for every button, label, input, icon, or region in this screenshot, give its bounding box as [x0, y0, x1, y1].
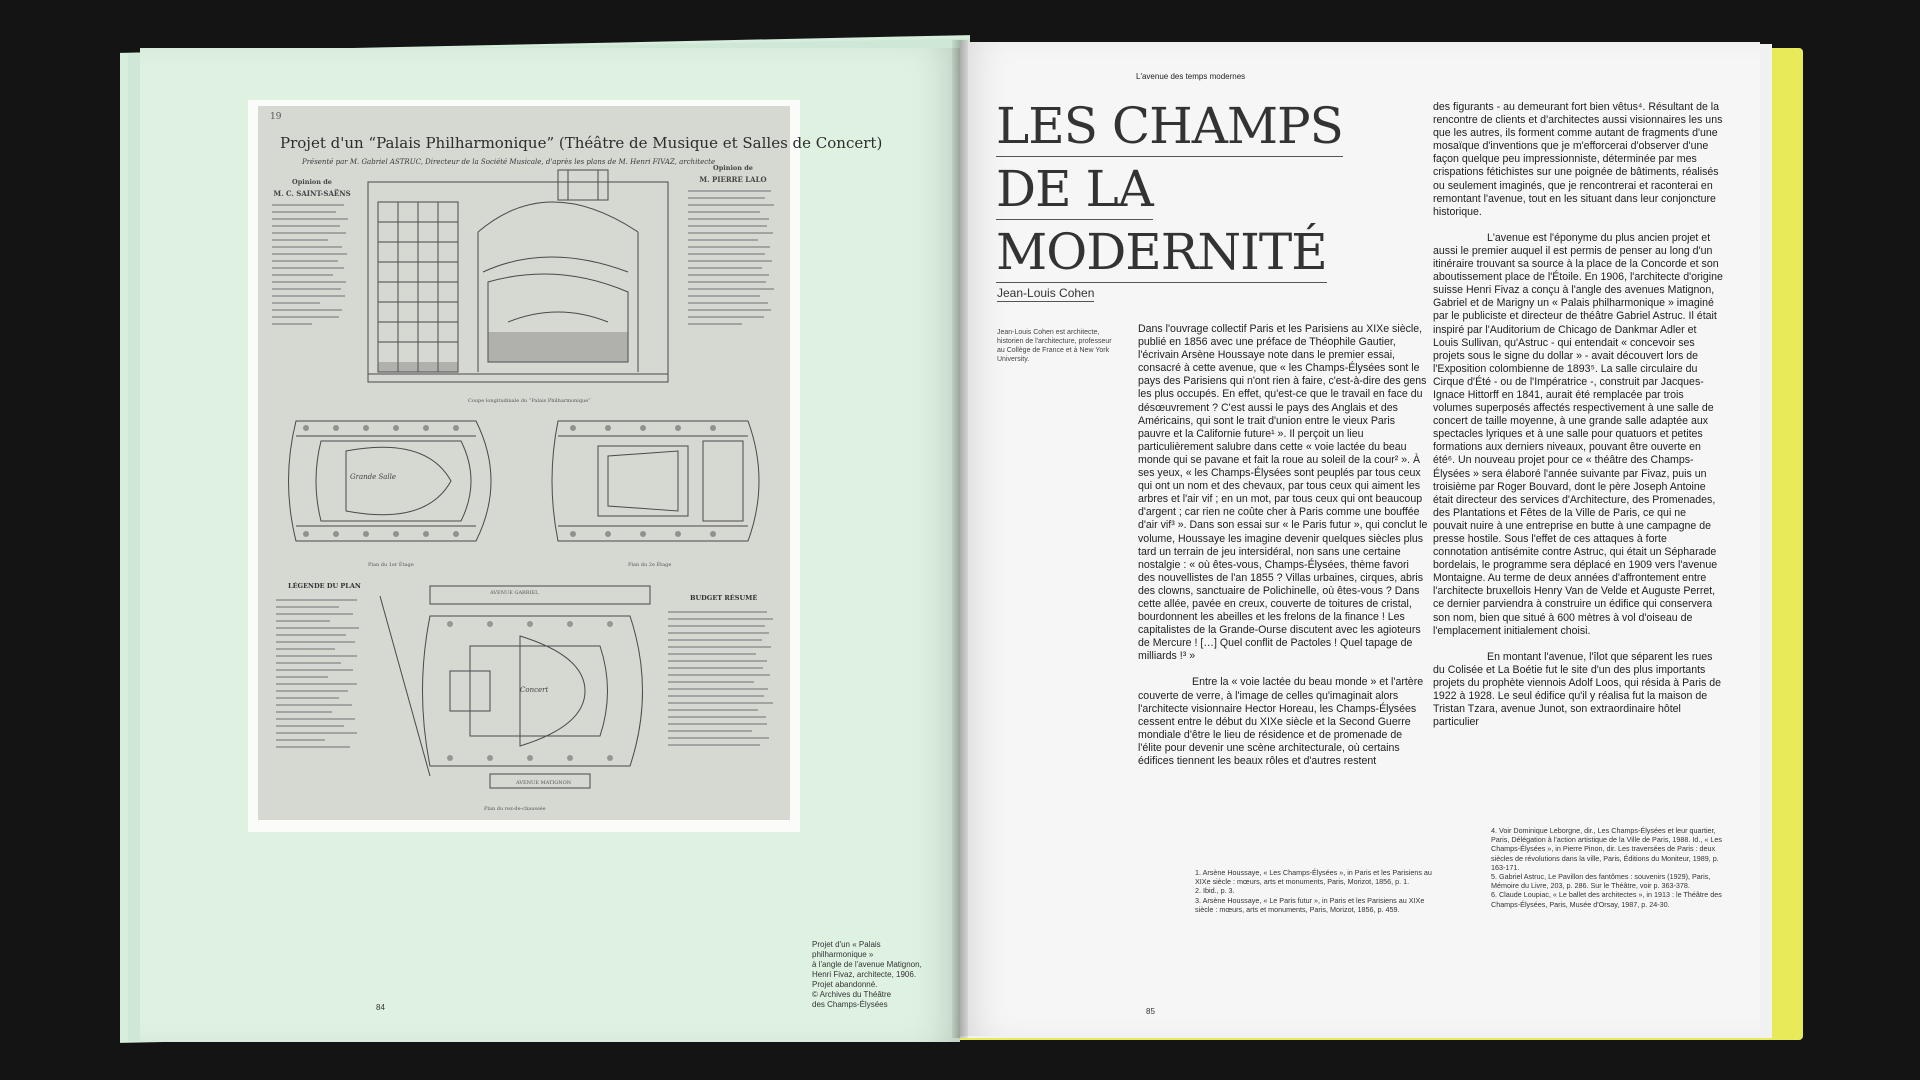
footnote: 5. Gabriel Astruc, Le Pavillon des fantômes : souvenirs (1929), Paris, Mémoire du Livre, 203, p. 286. Sur le Théâtre, voir p. 363-378. — [1491, 872, 1711, 891]
budget-text — [668, 606, 778, 751]
paragraph: Entre la « voie lactée du beau monde » et l'artère couverte de verre, à l'image de celles qu'imaginait alors l'architecte visionnaire Hector Horeau, les Champs-Élysées cessent entre le début du XIXe siècle et la Second Guerre mondiale d'être le lieu de résidence et de promenade de l'élite pour devenir une scène architecturale, où certains édifices tiennent les beaux rôles et d'autres restent — [1138, 676, 1424, 767]
legend-title: LÉGENDE DU PLAN — [288, 582, 361, 590]
title-line: MODERNITÉ — [996, 223, 1327, 281]
title-line: LES CHAMPS — [996, 97, 1343, 155]
caption-line: à l'angle de l'avenue Matignon, — [812, 960, 922, 969]
caption-line: Henri Fivaz, architecte, 1906. — [812, 970, 917, 979]
footnotes-right — [1491, 826, 1731, 909]
room-label-grande-salle: Grande Salle — [350, 473, 397, 481]
opinion-right-name: M. PIERRE LALO — [699, 175, 767, 184]
paragraph: L'avenue est l'éponyme du plus ancien projet et aussi le premier auquel il est permis de penser au long d'un itinéraire trouvant sa source à la place de la Concorde et son aboutissement place de l'Étoile. En 1906, l'architecte d'origine suisse Henri Fivaz a conçu à l'angle des avenues Matignon, Gabriel et de Marigny un « Palais philharmonique » imaginé par le publiciste et directeur de théâtre Gabriel Astruc. Il était inspiré par l'Auditorium de Chicago de Dankmar Adler et Louis Sullivan, qu'Astruc - qui entendait « concevoir ses projets sous le signe du dollar » - avait découvert lors de l'Exposition colombienne de 1893⁵. La salle circulaire du Cirque d'Été - ou de l'Impératrice -, construit par Jacques-Ignace Hittorff en 1841, aurait été remplacée par trois volumes superposés affectés respectivement à une salle de concert de taille moyenne, à une grande salle adaptée aux spectacles lyriques et à une salle pour quatuors et petites formations aux derniers niveaux, pouvant être ouverte en été⁶. Un nouveau projet pour ce « théâtre des Champs-Élysées » sera élaboré l'année suivante par Fivaz, puis un troisième par Roger Bouvard, dont le père Joseph Antoine était directeur des services d'Architecture, des Promenades, des Plantations et Fêtes de la Ville de Paris, ce qui ne pouvait nuire à une entreprise en butte à une campagne de presse hostile. Sous l'effet de ces attaques à forte connotation antisémite contre Astruc, qui était un Sépharade bordelais, le programme sera déplacé en 1909 vers l'avenue Montaigne. Au terme de deux années d'affrontement entre l'architecte bruxellois Henry Van de Velde et Auguste Perret, ce dernier parviendra à construire un édifice qui conservera son nom, bien que situé à 600 mètres à vol d'oiseau de l'emplacement initialement choisi. — [1433, 231, 1723, 637]
opinion-left-heading: Opinion de — [292, 178, 332, 186]
paragraph: des figurants - au demeurant fort bien vêtus⁴. Résultant de la rencontre de clients et d'architectes aussi visionnaires les uns que les autres, ils forment comme autant de fragments d'une mosaïque d'inventions que je m'efforcerai d'observer d'une façon quelque peu impressionniste, déterminée par mes crispations fétichistes sur une poignée de bâtiments, réalisés ou seulement imaginés, que je rencontrerai et raconterai en remontant l'avenue, tout en les situant dans leur conjoncture historique. — [1433, 101, 1723, 218]
footnotes-left — [1195, 868, 1435, 914]
body-column-1 — [1138, 323, 1428, 768]
plate-title: Projet d'un “Palais Philharmonique” (Théâtre de Musique et Salles de Concert) — [280, 134, 883, 152]
footnote: 3. Arsène Houssaye, « Le Paris futur », in Paris et les Parisiens au XIXe siècle : mœurs, arts et monuments, Paris, Morizot, 1856, p. 459. — [1195, 895, 1425, 914]
page-number-right: 85 — [1146, 1007, 1155, 1016]
running-head: L'avenue des temps modernes — [1136, 72, 1246, 81]
caption-line: des Champs-Élysées — [812, 1000, 888, 1009]
blueprint-scan — [258, 106, 883, 820]
room-label-concert: Concert — [520, 686, 549, 694]
opinion-left-text — [272, 204, 352, 325]
author-name: Jean-Louis Cohen — [997, 286, 1095, 300]
plate-opinion-left — [272, 178, 352, 330]
legend-text — [276, 594, 366, 753]
figure-caption — [812, 940, 932, 1010]
body-column-2 — [1433, 101, 1723, 729]
paragraph: En montant l'avenue, l'îlot que séparent les rues du Colisée et La Boétie fut le site d'un des plus importants projets du prophète viennois Adolf Loos, qui résida à Paris de 1922 à 1928. Le seul édifice qu'il y réalisa fut la maison de Tristan Tzara, avenue Junot, son extraordinaire hôtel particulier — [1433, 650, 1721, 729]
plan1-caption: Plan du 1er Étage — [368, 562, 414, 568]
blueprint-plate — [248, 100, 883, 832]
plan2-caption: Plan du 2e Étage — [628, 562, 672, 568]
book-gutter — [952, 40, 968, 1038]
ground-plan-caption: Plan du rez-de-chaussée — [484, 806, 546, 812]
caption-line: © Archives du Théâtre — [812, 990, 892, 999]
footnote: 4. Voir Dominique Leborgne, dir., Les Champs-Élysées et leur quartier, Paris, Délégation à l'action artistique de la Ville de Paris, 1988. Id., « Les Champs-Élysées », in Pierre Pinon, dir. Les traversées de Paris : deux siècles de révolutions dans la ville, Paris, Éditions du Moniteur, 1989, p. 163-171. — [1491, 826, 1722, 872]
longitudinal-section-drawing — [358, 162, 684, 392]
article-title — [996, 98, 1343, 287]
second-floor-plan — [538, 406, 778, 556]
caption-line: Projet d'un « Palais philharmonique » — [812, 940, 881, 959]
plate-opinion-right — [688, 164, 778, 330]
footnote: 6. Claude Loupiac, « Le ballet des architectes », in 1913 : le Théâtre des Champs-Élysées, Paris, Musée d'Orsay, 1987, p. 24-30. — [1491, 890, 1722, 909]
budget-title: BUDGET RÉSUMÉ — [690, 594, 758, 602]
page-number-left: 84 — [376, 1003, 385, 1012]
paragraph: Dans l'ouvrage collectif Paris et les Parisiens au XIXe siècle, publié en 1856 avec une préface de Théophile Gautier, l'écrivain Arsène Houssaye note dans le premier essai, consacré à cette avenue, que « les Champs-Élysées sont le pays des Parisiens qui n'ont rien à faire, c'est-à-dire des gens les plus occupés. En effet, qu'est-ce que le travail en face du désœuvrement ? C'est aussi le pays des Anglais et des Américains, qui sont le trait d'union entre le vieux Paris pauvre et la Californie future¹ ». Il perçoit un lieu particulièrement salubre dans cette « voie lactée du beau monde qui se pavane et fait la roue au soleil de la cour² ». À ses yeux, « les Champs-Élysées sont peuplés par tous ceux qui ont un nom et des chevaux, par tous ceux qui aiment les arbres et l'air vif ; en un mot, par tous ceux qui ont beaucoup d'argent ; car rien ne coûte cher à Paris comme une bouffée d'air vif³ ». Dans son essai sur « le Paris futur », qui conclut le volume, Houssaye les imagine devenir quelques siècles plus tard un terrain de jeu intersidéral, non sans une certaine nostalgie : « où êtes-vous, Champs-Élysées, thème favori des nouvellistes de l'an 1855 ? Villas urbaines, cirques, abris des clowns, sanctuaire de Polichinelle, où êtes-vous ? Dans cette allée, pavée en creux, couverte de toitures de cristal, bourdonnent les abeilles et les frelons de la finance ! Les capitalistes de la Grande-Ourse discutent avec les agioteurs de Mercure ! […] Quel conflit de Pactoles ! Quel tapage de milliards !³ » — [1138, 323, 1428, 663]
first-floor-plan — [276, 406, 512, 556]
footnote: 1. Arsène Houssaye, « Les Champs-Élysées », in Paris et les Parisiens au XIXe siècle : mœurs, arts et monuments, Paris, Morizot, 1856, p. 1. — [1195, 868, 1432, 887]
plate-subtitle: Présenté par M. Gabriel ASTRUC, Directeur de la Société Musicale, d'après les plans de M. Henri FIVAZ, architecte — [302, 158, 716, 166]
section-caption: Coupe longitudinale du “Palais Philharmonique” — [468, 398, 591, 404]
ground-floor-plan — [370, 576, 660, 796]
opinion-left-name: M. C. SAINT-SAËNS — [273, 189, 351, 198]
plate-tag: 19 — [270, 112, 282, 122]
opinion-right-text — [688, 190, 778, 325]
caption-line: Projet abandonné. — [812, 980, 878, 989]
title-line: DE LA — [996, 160, 1153, 218]
street-top-label: AVENUE GABRIEL — [490, 590, 539, 596]
author-bio: Jean-Louis Cohen est architecte, historien de l'architecture, professeur au Collège de France et à New York University. — [997, 329, 1112, 363]
footnote: 2. Ibid., p. 3. — [1195, 886, 1235, 896]
opinion-right-heading: Opinion de — [713, 164, 753, 172]
street-bottom-label: AVENUE MATIGNON — [516, 780, 572, 786]
